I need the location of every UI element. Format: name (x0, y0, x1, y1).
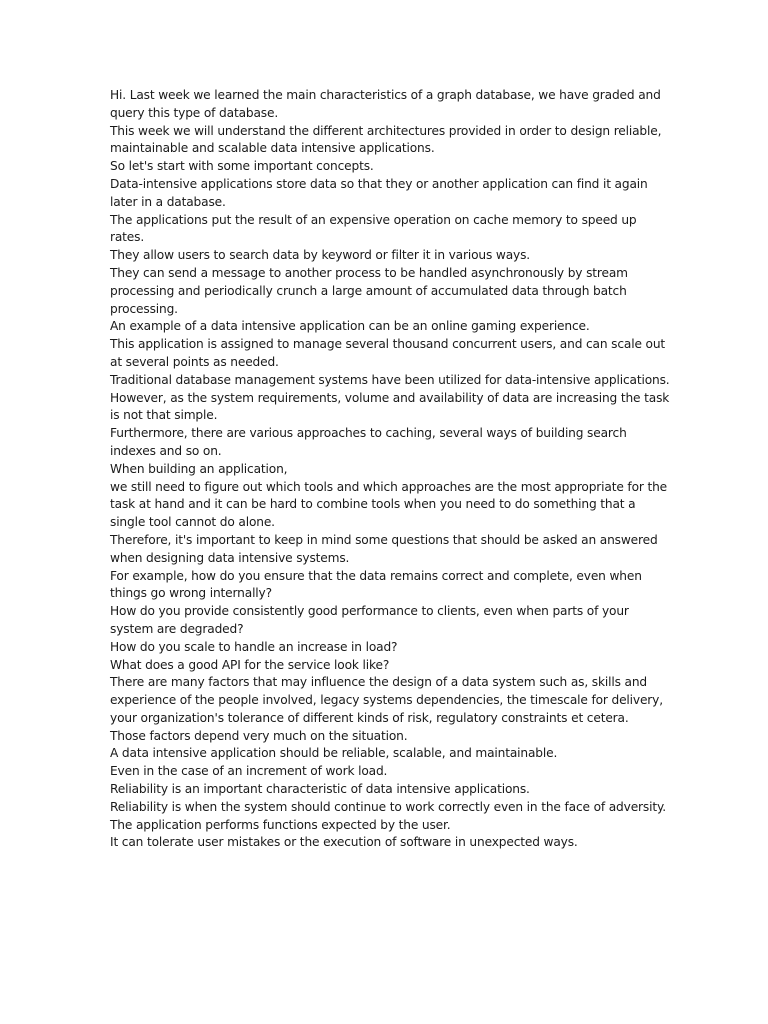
paragraph: They can send a message to another process to be handled asynchronously by stream processing and periodically crunch a large amount of accumulated data through batch processing. (110, 265, 628, 316)
paragraph: An example of a data intensive application can be an online gaming experience. (110, 319, 590, 334)
paragraph: This week we will understand the different architectures provided in order to design reliable, maintainable and scalable data intensive applications. (110, 123, 662, 156)
paragraph: There are many factors that may influence the design of a data system such as, skills and experience of the people involved, legacy systems dependencies, the timescale for delivery, your organization's tolerance of different kinds of risk, regulatory constraints et cetera. (110, 675, 663, 725)
paragraph: Even in the case of an increment of work load. (110, 764, 388, 779)
paragraph: Furthermore, there are various approaches to caching, several ways of building search indexes and so on. (110, 426, 627, 458)
paragraph: Reliability is an important characteristic of data intensive applications. (110, 782, 530, 797)
paragraph: How do you provide consistently good performance to clients, even when parts of your system are degraded? (110, 604, 629, 636)
paragraph: However, as the system requirements, volume and availability of data are increasing the task is not that simple. (110, 390, 670, 423)
paragraph: How do you scale to handle an increase in load? (110, 639, 398, 654)
paragraph: When building an application, (110, 461, 288, 476)
paragraph: Data-intensive applications store data so that they or another application can find it again later in a database. (110, 176, 648, 209)
paragraph: A data intensive application should be reliable, scalable, and maintainable. (110, 746, 558, 761)
paragraph: What does a good API for the service look like? (110, 657, 390, 672)
document-body (110, 87, 670, 852)
paragraph: So let's start with some important concepts. (110, 159, 374, 174)
paragraph: This application is assigned to manage several thousand concurrent users, and can scale out at several points as needed. (110, 337, 666, 369)
paragraph: For example, how do you ensure that the data remains correct and complete, even when things go wrong internally? (110, 568, 642, 601)
paragraph: They allow users to search data by keyword or filter it in various ways. (110, 248, 531, 263)
paragraph: The applications put the result of an expensive operation on cache memory to speed up rates. (110, 212, 637, 245)
paragraph: Those factors depend very much on the situation. (110, 728, 408, 743)
paragraph: we still need to figure out which tools and which approaches are the most appropriate for the task at hand and it can be hard to combine tools when you need to do something that a single tool cannot do alone. (110, 479, 668, 530)
paragraph: It can tolerate user mistakes or the execution of software in unexpected ways. (110, 835, 578, 850)
paragraph: Hi. Last week we learned the main characteristics of a graph database, we have graded and query this type of database. (110, 88, 661, 120)
paragraph: Therefore, it's important to keep in mind some questions that should be asked an answered when designing data intensive systems. (110, 532, 658, 565)
paragraph: Reliability is when the system should continue to work correctly even in the face of adversity. (110, 799, 667, 814)
paragraph: Traditional database management systems have been utilized for data-intensive applications. (110, 372, 670, 387)
paragraph: The application performs functions expected by the user. (110, 817, 451, 832)
